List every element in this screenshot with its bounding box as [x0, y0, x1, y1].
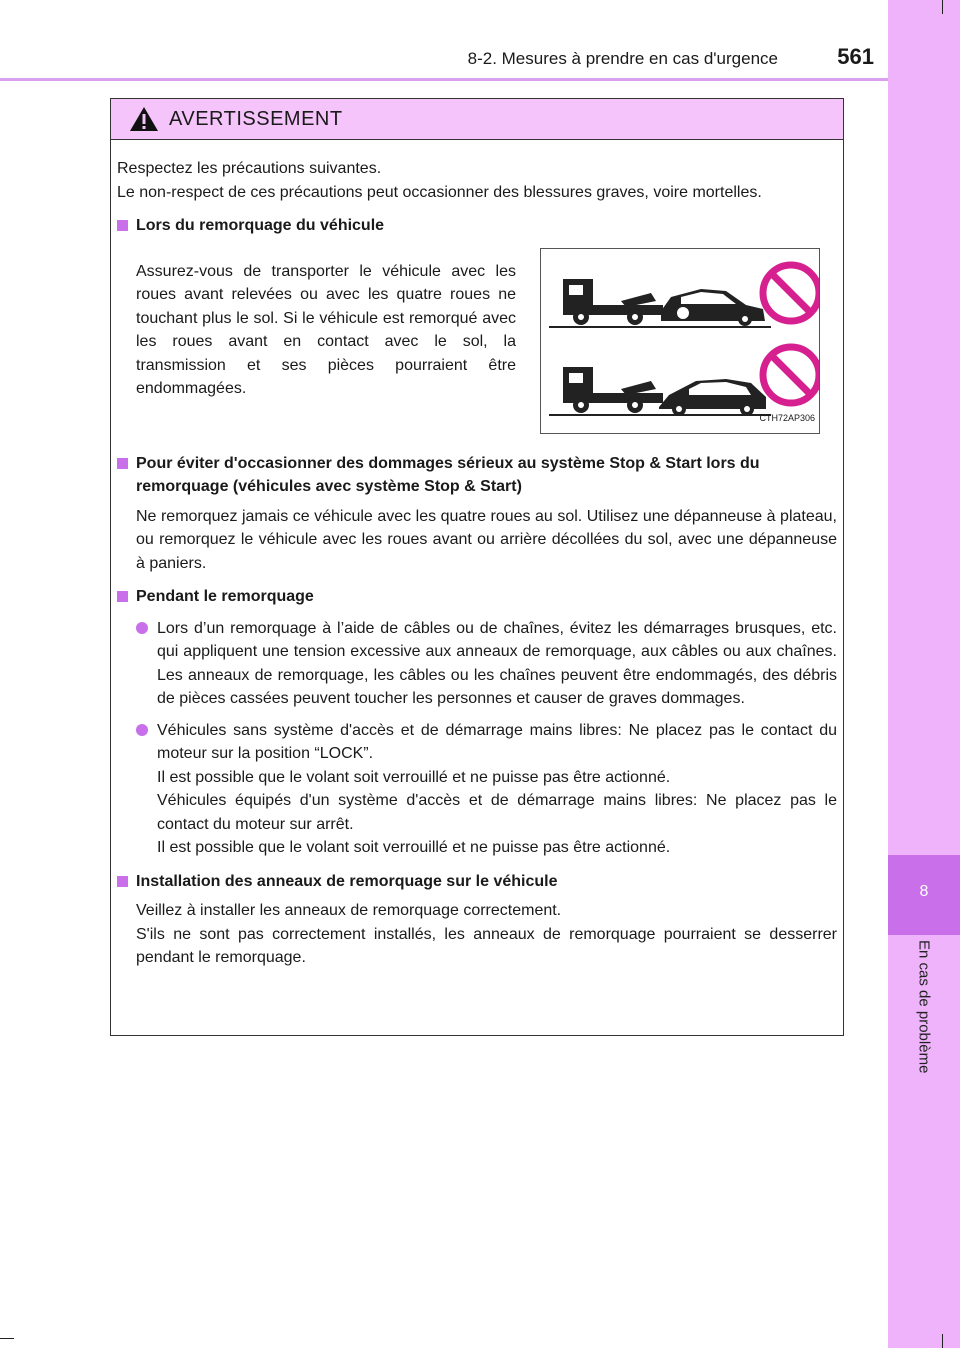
page-number: 561 — [837, 44, 874, 69]
section-heading-label: Lors du remorquage du véhicule — [136, 217, 385, 234]
stop-start-text: Ne remorquez jamais ce véhicule avec les quatre roues au sol. Utilisez une dépanneuse à plateau, ou remorquez le véhicule avec les roues avant ou arrière décollées du sol, avec une dépanneuse à paniers. — [136, 507, 837, 572]
towing-text: Assurez-vous de transporter le véhicule avec les roues avant relevées ou avec les quatre roues ne touchant plus le sol. Si le véhicule est remorqué avec les roues avant en contact avec le sol, la transmission et ses pièces pourraient être endommagées. — [136, 262, 516, 397]
section-heading-label: Pendant le remorquage — [136, 588, 314, 605]
warning-box — [110, 98, 844, 1036]
chapter-tab — [888, 855, 960, 935]
tow-eyelets-line: S'ils ne sont pas correctement installés, les anneaux de remorquage pourraient se desserrer pendant le remorquage. — [136, 925, 837, 966]
square-bullet-icon — [117, 591, 128, 602]
tow-eyelets-line: Veillez à installer les anneaux de remorquage correctement. — [136, 902, 562, 919]
tow-truck-illustration — [541, 249, 819, 433]
crop-mark — [942, 1334, 943, 1348]
list-item-text: Lors d’un remorquage à l’aide de câbles ou de chaînes, évitez les démarrages brusques, etc. qui appliquent une tension excessive aux anneaux de remorquage, aux câbles ou aux chaînes. Les anneaux de remorquage, les câbles ou les chaînes peuvent être endommagés, des débris de pièces cassées peuvent toucher les personnes et causer de graves dommages. — [157, 619, 837, 707]
list-item-body — [157, 719, 837, 860]
square-bullet-icon — [117, 220, 128, 231]
square-bullet-icon — [117, 458, 128, 469]
page-header — [392, 44, 880, 74]
warning-title: AVERTISSEMENT — [169, 107, 343, 130]
section-heading-during-towing — [117, 585, 837, 609]
list-item-text: Véhicules équipés d'un système d'accès et de démarrage mains libres: Ne placez pas le contact du moteur sur arrêt. — [157, 792, 837, 833]
warning-header — [111, 99, 843, 140]
prohibition-icon — [763, 265, 819, 321]
round-bullet-icon — [136, 622, 148, 634]
warning-content — [117, 157, 837, 970]
section-heading-towing — [117, 214, 837, 238]
section-heading-label: Pour éviter d'occasionner des dommages sérieux au système Stop & Start lors du remorquage (véhicules avec système Stop & Start) — [136, 454, 760, 495]
crop-mark — [0, 1338, 14, 1339]
chapter-number: 8 — [919, 883, 929, 900]
chapter-title: En cas de problème — [915, 940, 933, 1074]
intro-text-2: Le non-respect de ces précautions peut occasionner des blessures graves, voire mortelles. — [117, 183, 762, 201]
crop-mark — [942, 0, 943, 14]
section-heading-label: Installation des anneaux de remorquage sur le véhicule — [136, 872, 558, 890]
square-bullet-icon — [117, 876, 128, 887]
intro-text: Respectez les précautions suivantes. — [117, 160, 382, 177]
figure-code: CTH72AP306 — [759, 413, 815, 423]
side-tab — [888, 0, 960, 1348]
towing-figure — [540, 248, 820, 434]
section-heading-stop-start — [117, 452, 837, 499]
list-item — [117, 719, 837, 860]
warning-triangle-icon — [129, 106, 159, 132]
list-item-text: Il est possible que le volant soit verrouillé et ne puisse pas être actionné. — [157, 839, 671, 856]
towing-block — [117, 248, 837, 434]
list-item-text: Il est possible que le volant soit verrouillé et ne puisse pas être actionné. — [157, 768, 671, 786]
round-bullet-icon — [136, 724, 148, 736]
header-rule — [0, 78, 888, 81]
section-heading-tow-eyelets — [117, 870, 837, 894]
prohibition-icon — [763, 347, 819, 403]
list-item — [117, 617, 837, 711]
list-item-text: Véhicules sans système d'accès et de démarrage mains libres: Ne placez pas le contact du moteur sur la position “LOCK”. — [157, 721, 837, 762]
tow-eyelets-text — [117, 899, 837, 970]
section-title: 8-2. Mesures à prendre en cas d'urgence — [467, 49, 778, 68]
